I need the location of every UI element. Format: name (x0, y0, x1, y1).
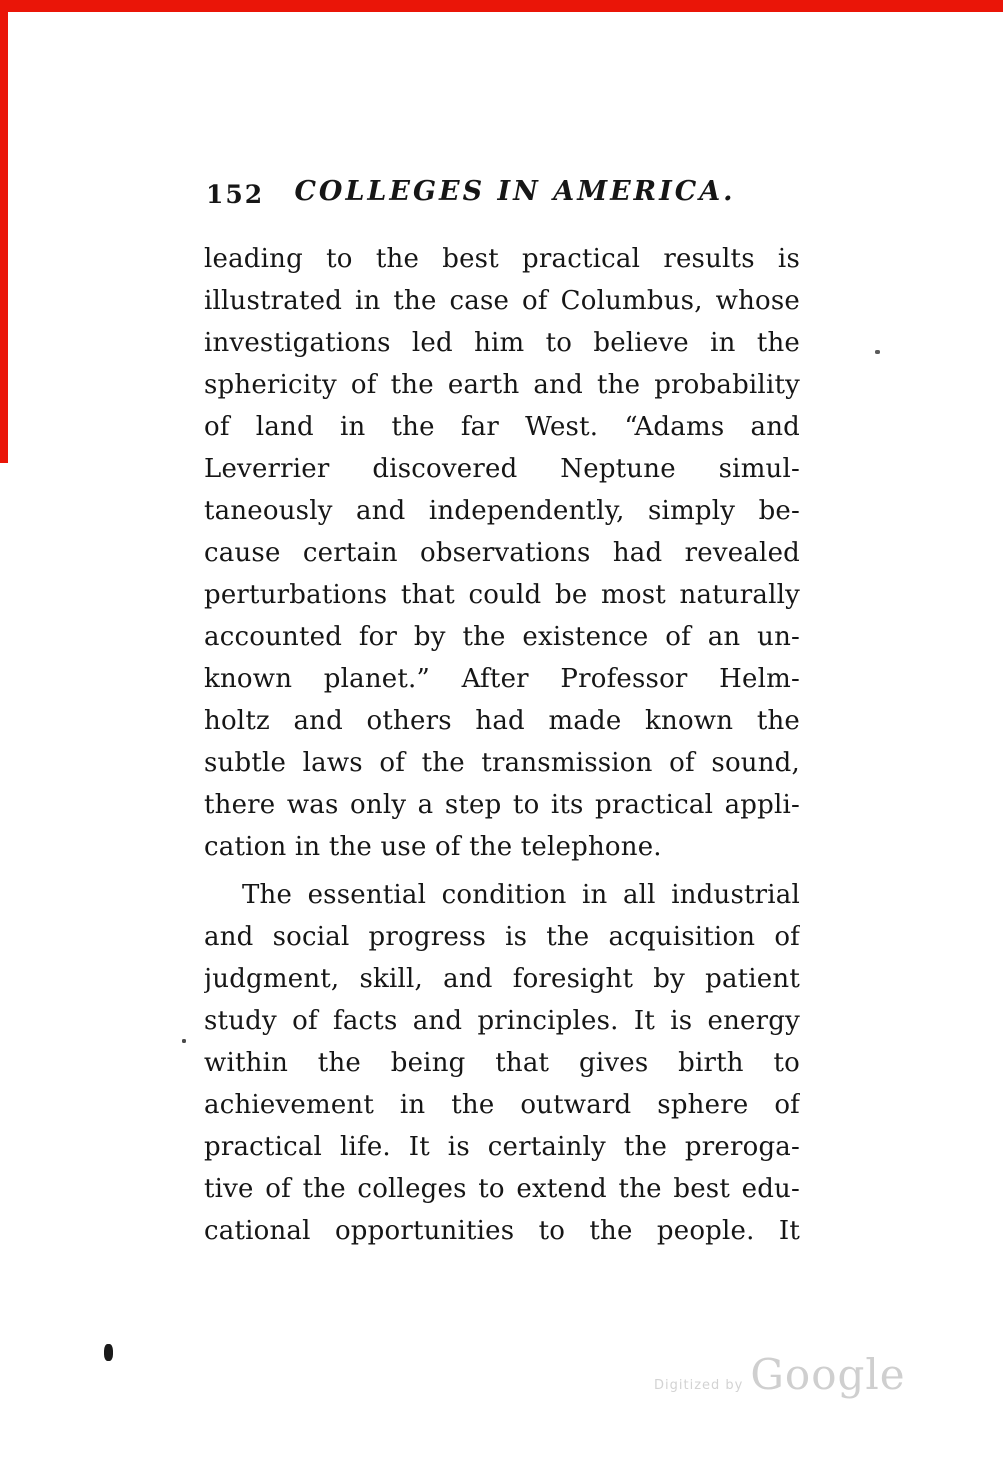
running-header: COLLEGES IN AMERICA. (294, 176, 736, 207)
text-line: practical life. It is certainly the preroga- (204, 1132, 800, 1162)
text-line: sphericity of the earth and the probability (204, 370, 800, 400)
scan-edge-artifact-top (0, 0, 1003, 12)
text-line: and social progress is the acquisition of (204, 922, 800, 952)
text-line: of land in the far West. “Adams and (204, 412, 800, 442)
watermark-prefix-text: Digitized by (654, 1378, 744, 1393)
text-line: judgment, skill, and foresight by patient (204, 964, 800, 994)
text-line: known planet.” After Professor Helm- (204, 664, 800, 694)
text-line: there was only a step to its practical appli- (204, 790, 800, 820)
text-line-paragraph-end: cation in the use of the telephone. (204, 832, 662, 862)
text-line: perturbations that could be most naturally (204, 580, 800, 610)
text-line: within the being that gives birth to (204, 1048, 800, 1078)
text-line: tive of the colleges to extend the best edu- (204, 1174, 800, 1204)
text-line: achievement in the outward sphere of (204, 1090, 800, 1120)
text-line: investigations led him to believe in the (204, 328, 800, 358)
text-line: leading to the best practical results is (204, 244, 800, 274)
page-number: 152 (206, 180, 265, 209)
digitization-watermark (654, 1350, 906, 1399)
ink-speck (182, 1039, 186, 1043)
text-line-paragraph-start: The essential condition in all industrial (242, 880, 800, 910)
watermark-brand-text: Google (750, 1350, 906, 1399)
text-line: taneously and independently, simply be- (204, 496, 800, 526)
page-header (204, 176, 800, 212)
text-line: study of facts and principles. It is energy (204, 1006, 800, 1036)
text-line: accounted for by the existence of an un- (204, 622, 800, 652)
text-line: cause certain observations had revealed (204, 538, 800, 568)
body-text (204, 238, 800, 1252)
scan-edge-artifact-left (0, 0, 8, 463)
ink-speck (104, 1344, 113, 1361)
text-line: cational opportunities to the people. It (204, 1216, 800, 1246)
text-line: subtle laws of the transmission of sound, (204, 748, 800, 778)
text-line: Leverrier discovered Neptune simul- (204, 454, 800, 484)
text-line: holtz and others had made known the (204, 706, 800, 736)
ink-speck (875, 350, 880, 354)
text-line: illustrated in the case of Columbus, whose (204, 286, 800, 316)
